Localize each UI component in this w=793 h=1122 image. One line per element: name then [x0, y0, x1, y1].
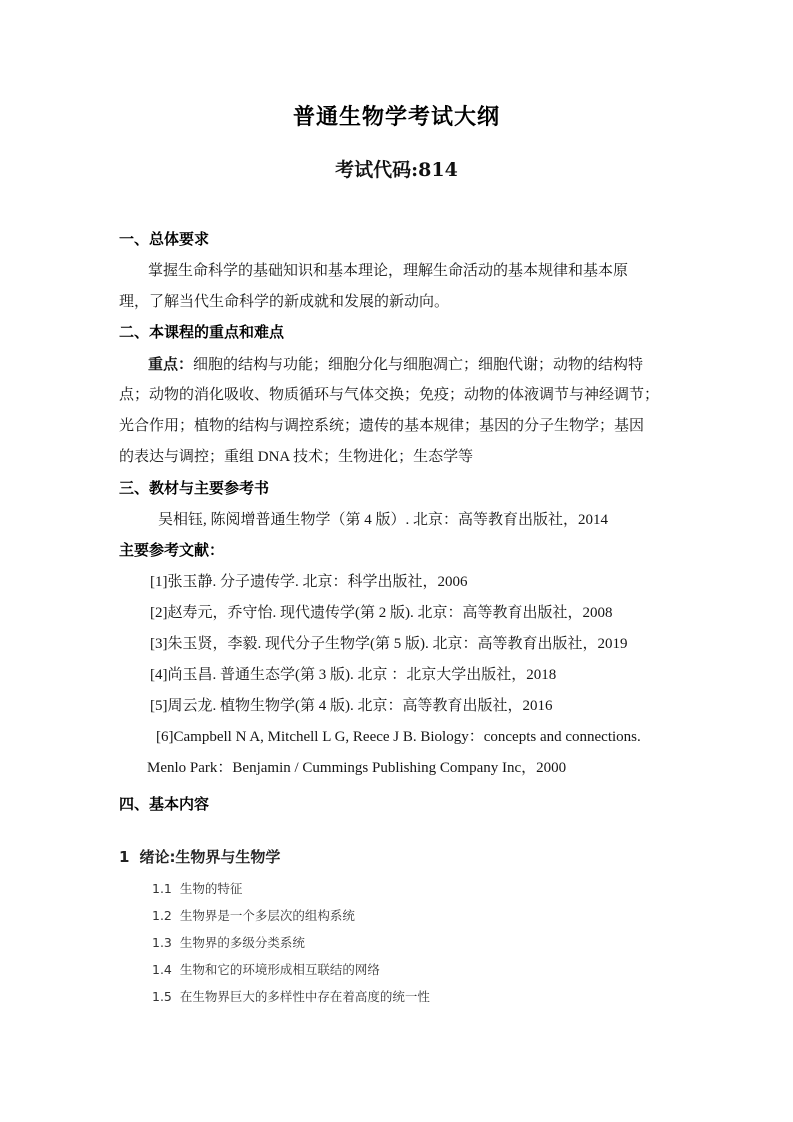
paragraph-line: 理，了解当代生命科学的新成就和发展的新动向。: [119, 294, 450, 310]
reference-item: [3]朱玉贤，李毅. 现代分子生物学(第 5 版). 北京：高等教育出版社，2019: [150, 636, 628, 652]
reference-item: [2]赵寿元，乔守怡. 现代遗传学(第 2 版). 北京：高等教育出版社，2008: [150, 605, 613, 621]
key-points-label: 重点：: [148, 355, 194, 373]
chapter-subitem: [152, 933, 305, 951]
subitem-text: 生物界的多级分类系统: [179, 935, 305, 950]
section-heading-textbooks: 三、教材与主要参考书: [119, 479, 270, 497]
key-points-line: 点；动物的消化吸收、物质循环与气体交换；免疫；动物的体液调节与神经调节；: [119, 387, 660, 403]
reference-item: [6]Campbell N A, Mitchell L G, Reece J B. Biology：concepts and connections.: [156, 729, 641, 745]
key-points-text: 细胞的结构与功能；细胞分化与细胞凋亡；细胞代谢；动物的结构特: [193, 357, 644, 373]
chapter-subitem: [152, 906, 355, 924]
chapter-subitem: [152, 960, 380, 978]
section-heading-basic-content: 四、基本内容: [119, 795, 210, 813]
chapter-title: [119, 846, 280, 867]
reference-item: [4]尚玉昌. 普通生态学(第 3 版). 北京 ：北京大学出版社，2018: [150, 667, 557, 683]
subitem-text: 生物界是一个多层次的组构系统: [179, 908, 355, 923]
subitem-number: 1.1: [152, 881, 172, 896]
subitem-text: 生物的特征: [179, 881, 243, 896]
subitem-number: 1.3: [152, 935, 172, 950]
references-heading: 主要参考文献：: [119, 541, 225, 559]
document-title: 普通生物学考试大纲: [292, 105, 500, 130]
reference-item: [1]张玉静. 分子遗传学. 北京：科学出版社，2006: [150, 574, 468, 590]
textbook-entry: 吴相钰, 陈阅增普通生物学（第 4 版）. 北京：高等教育出版社，2014: [158, 512, 609, 528]
exam-code: 考试代码:814: [335, 159, 458, 181]
chapter-subitem: [152, 879, 242, 897]
subitem-text: 生物和它的环境形成相互联结的网络: [179, 962, 380, 977]
subitem-number: 1.4: [152, 962, 172, 977]
key-points-line: [148, 354, 643, 375]
reference-item-continuation: Menlo Park：Benjamin / Cummings Publishing Company Inc，2000: [147, 760, 567, 776]
subitem-number: 1.5: [152, 989, 172, 1004]
key-points-line: 光合作用；植物的结构与调控系统；遗传的基本规律；基因的分子生物学；基因: [119, 418, 645, 434]
chapter-number: 1: [119, 848, 130, 866]
chapter-name: 绪论:生物界与生物学: [139, 848, 281, 866]
subitem-text: 在生物界巨大的多样性中存在着高度的统一性: [179, 989, 430, 1004]
section-heading-general-requirements: 一、总体要求: [119, 230, 210, 248]
key-points-line: 的表达与调控；重组 DNA 技术；生物进化；生态学等: [119, 449, 474, 465]
reference-item: [5]周云龙. 植物生物学(第 4 版). 北京：高等教育出版社，2016: [150, 698, 553, 714]
subitem-number: 1.2: [152, 908, 172, 923]
chapter-subitem: [152, 987, 430, 1005]
section-heading-key-points: 二、本课程的重点和难点: [119, 323, 285, 341]
paragraph-line: 掌握生命科学的基础知识和基本理论，理解生命活动的基本规律和基本原: [148, 263, 629, 279]
